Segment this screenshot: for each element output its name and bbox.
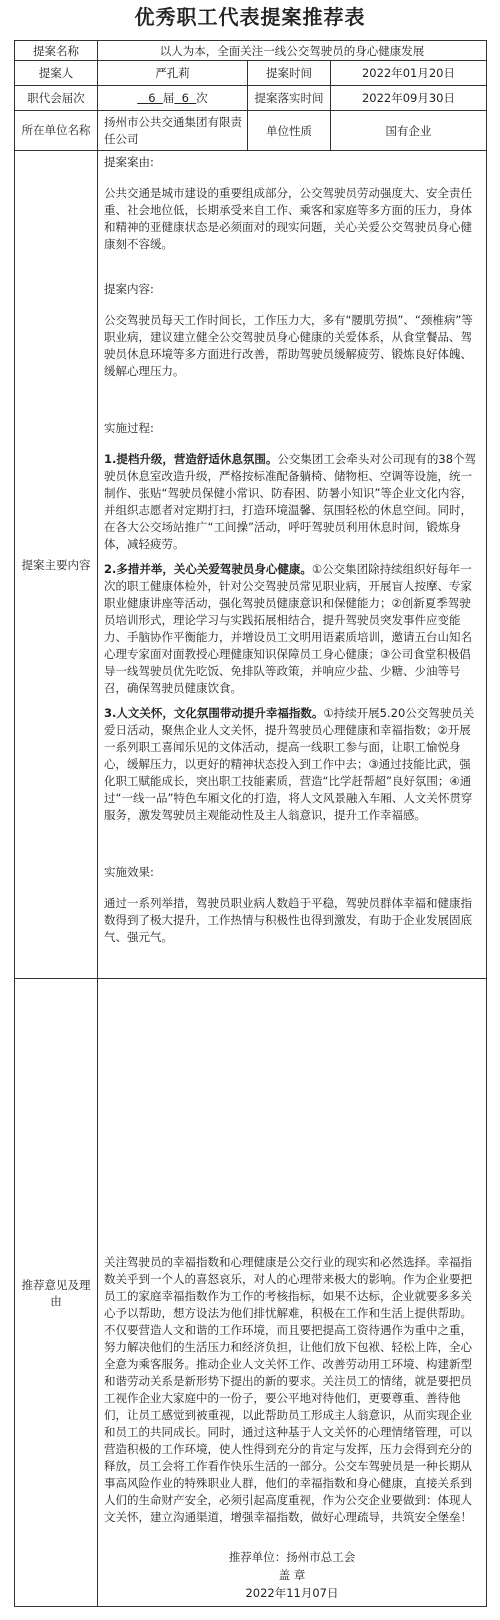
process-item-2-text: ①公交集团除持续组织好每年一次的职工健康体检外，针对公交驾驶员常见职业病，开展盲人按摩、专家职业健康讲座等活动，强化驾驶员健康意识和保健能力；②创新夏季驾驶员培训形式，理论学习与实践拓展相结合，提升驾驶员突发事件应变能力、手脑协作平衡能力，并增设员工文明用语素质培训，邀请五台山知名心理专家面对面教授心理健康知识保障员工身心健康；③公司食堂积极倡导一线驾驶员优先吃饭、免排队等政策，并响应少盐、少糖、少油等号召，确保驾驶员健康饮食。: [104, 562, 472, 695]
seal-text: 盖 章: [278, 1568, 306, 1582]
unit-nature-label: 单位性质: [248, 111, 331, 151]
process-item-1: [104, 451, 480, 553]
content-heading: 提案内容:: [104, 282, 154, 296]
effect-heading: 实施效果:: [104, 865, 154, 879]
process-item-1-title: 1.提档升级，营造舒适休息氛围。: [104, 452, 278, 466]
recommendation-text: 关注驾驶员的幸福指数和心理健康是公交行业的现实和必然选择。幸福指数关乎到一个人的喜怒哀乐，对人的心理带来极大的影响。作为企业要把员工的家庭幸福指数作为工作的考核指标，如果不达标，企业就要多多关心予以帮助，想方设法为他们排忧解难，积极在工作和生活上提供帮助。不仅要营造人文和谐的工作环境，而且要把提高工资待遇作为重中之重，努力解决他们的生活压力和经济负担，让他们放下包袱、轻松上阵，全心全意为乘客服务。推动企业人文关怀工作、改善劳动用工环境、构建新型和谐劳动关系是新形势下提出的新的要求。关注员工的情绪，就是要把员工视作企业大家庭中的一份子，要公平地对待他们，更要尊重、善待他们，让员工感觉到被重视，以此帮助员工形成主人翁意识，从而实现企业和员工的共同成长。同时，通过这种基于人文关怀的心理情绪管理，可以营造积极的工作环境，使人性得到充分的肯定与发挥，压力会得到充分的释放，员工会将工作看作快乐生活的一部分。公交车驾驶员是一种长期从事高风险作业的特殊职业人群，他们的幸福指数和身心健康，直接关系到人们的生命财产安全，必须引起高度重视，作为公交企业要做到：体现人文关怀，建立沟通渠道，增强幸福指数，做好心理疏导，共筑安全堡垒！: [104, 1255, 472, 1524]
proposal-table: [14, 40, 487, 1607]
document-title: 优秀职工代表提案推荐表: [134, 5, 366, 29]
recommender-unit: 推荐单位：扬州市总工会: [228, 1550, 356, 1564]
effect-text: 通过一系列举措，驾驶员职业病人数趋于平稳，驾驶员群体幸福和健康指数得到了极大提升，工作热情与积极性也得到激发，有助于企业发展固底气、强元气。: [104, 896, 472, 944]
session-number-2: 6: [181, 91, 189, 105]
main-content-body: [98, 151, 487, 979]
case-heading: 提案案由:: [104, 155, 154, 169]
proposal-name-label: 提案名称: [15, 41, 98, 61]
session-unit-1: 届: [162, 91, 175, 105]
proposal-name-value: 以人为本，全面关注一线公交驾驶员的身心健康发展: [98, 41, 487, 61]
recommendation-label: 推荐意见及理由: [15, 979, 98, 1607]
content-text: 公交驾驶员每天工作时间长，工作压力大，多有“腰肌劳损”、“颈椎病”等职业病，建议建立健全公交驾驶员身心健康的关爱体系，从食堂餐品、驾驶员休息环境等多方面进行改善，帮助驾驶员缓解疲劳、锻炼良好体魄、缓解心理压力。: [104, 313, 473, 378]
process-item-2: [104, 561, 480, 697]
unit-name-value: 扬州市公共交通集团有限责任公司: [98, 111, 248, 151]
main-content-label: 提案主要内容: [15, 151, 98, 979]
case-text: 公共交通是城市建设的重要组成部分，公交驾驶员劳动强度大、安全责任重、社会地位低，长期承受来自工作、乘客和家庭等多方面的压力，身体和精神的亚健康状态是必须面对的现实问题，关心关爱公交驾驶员身心健康刻不容缓。: [104, 186, 472, 251]
row-proposal-name: [15, 41, 487, 61]
process-item-1-text: 公交集团工会牵头对公司现有的38个驾驶员休息室改造升级，严格按标准配备躺椅、储物柜、空调等设施，统一制作、张贴“驾驶员保健小常识、防春困、防暑小知识”等企业文化内容，并组织志愿者对定期打扫，打造环境温馨、氛围轻松的休息空间。同时，在各大公交场站推广“工间操”活动，呼吁驾驶员利用休息时间，锻炼身体，减轻疲劳。: [104, 452, 477, 551]
process-item-3: [104, 705, 480, 824]
process-item-3-text: ①持续开展5.20公交驾驶员关爱日活动，聚焦企业人文关怀，提升驾驶员心理健康和幸福指数；②开展一系列职工喜闻乐见的文体活动，提高一线职工参与面，让职工愉悦身心，缓解压力，以更好的精神状态投入到工作中去；③通过技能比武，强化职工赋能成长，突出职工技能素质，营造“比学赶帮超”良好氛围；④通过“一线一品”特色车厢文化的打造，将人文风景融入车厢、人文关怀贯穿服务，激发驾驶员主观能动性及主人翁意识，提升工作幸福感。: [104, 706, 475, 822]
session-label: 职代会届次: [15, 86, 98, 111]
implementation-time-label: 提案落实时间: [248, 86, 331, 111]
proposal-time-label: 提案时间: [248, 61, 331, 86]
row-unit: [15, 111, 487, 151]
recommendation-body: [98, 979, 487, 1607]
process-heading: 实施过程:: [104, 421, 154, 435]
unit-nature-value: 国有企业: [331, 111, 487, 151]
proposer-value: 严孔莉: [98, 61, 248, 86]
session-unit-2: 次: [196, 91, 208, 105]
row-proposer: [15, 61, 487, 86]
session-number-1: 6: [148, 91, 156, 105]
row-recommendation: [15, 979, 487, 1607]
recommendation-date: 2022年11月07日: [245, 1586, 339, 1600]
session-value: [98, 86, 248, 111]
unit-name-label: 所在单位名称: [15, 111, 98, 151]
process-item-3-title: 3.人文关怀，文化氛围带动提升幸福指数。: [104, 706, 324, 720]
process-item-2-title: 2.多措并举，关心关爱驾驶员身心健康。: [104, 562, 312, 576]
row-session: [15, 86, 487, 111]
proposer-label: 提案人: [15, 61, 98, 86]
proposal-time-value: 2022年01月20日: [331, 61, 487, 86]
implementation-time-value: 2022年09月30日: [331, 86, 487, 111]
row-main-content: [15, 151, 487, 979]
